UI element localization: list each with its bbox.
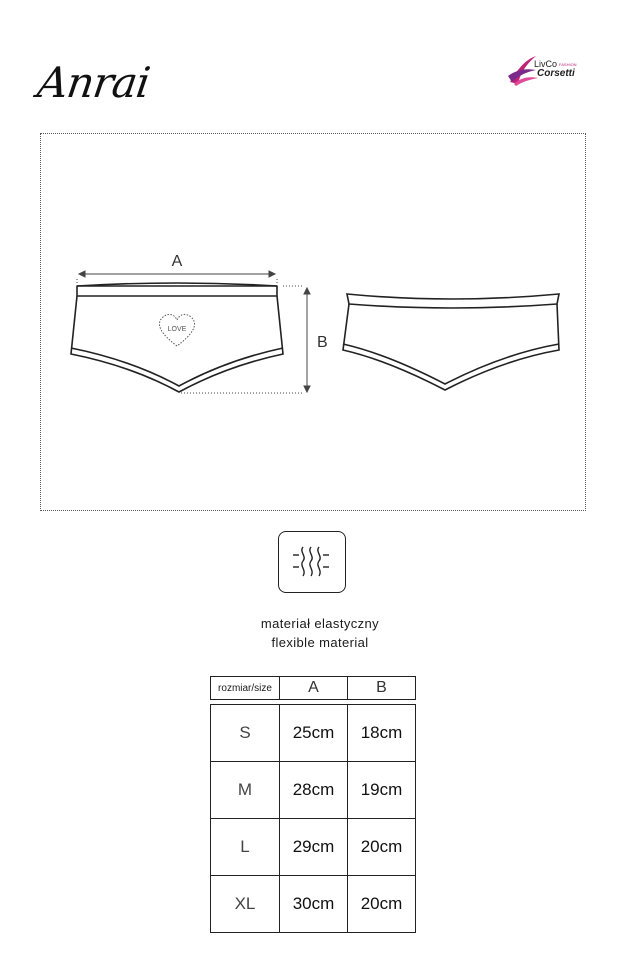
table-row: [211, 819, 416, 876]
brand-name: Anrai: [34, 58, 153, 107]
livco-corsetti-logo-icon: [506, 52, 596, 88]
logo-tagline: FASHION: [559, 62, 577, 67]
dimension-a-label: A: [171, 253, 183, 270]
a-value-cell: 28cm: [280, 762, 348, 819]
header-a: A: [280, 677, 348, 700]
size-cell: M: [211, 762, 280, 819]
dimension-a-line: [77, 271, 277, 284]
table-row: [211, 876, 416, 933]
material-label-en: flexible material: [271, 635, 369, 650]
dimension-b-line: [181, 286, 310, 393]
front-view-brief: [71, 283, 283, 392]
a-value-cell: 25cm: [280, 705, 348, 762]
table-row: [211, 762, 416, 819]
header-b: B: [348, 677, 416, 700]
table-row: [211, 705, 416, 762]
size-cell: L: [211, 819, 280, 876]
b-value-cell: 19cm: [348, 762, 416, 819]
header-size-label: rozmiar/size: [211, 677, 280, 700]
logo-line2: Corsetti: [537, 68, 575, 79]
stretch-material-icon: [278, 531, 346, 593]
a-value-cell: 30cm: [280, 876, 348, 933]
size-table: [210, 704, 416, 933]
size-table-header: [210, 676, 416, 700]
back-view-brief: [343, 294, 559, 390]
a-value-cell: 29cm: [280, 819, 348, 876]
dimension-b-label: B: [317, 334, 328, 351]
size-cell: XL: [211, 876, 280, 933]
b-value-cell: 18cm: [348, 705, 416, 762]
garment-diagram: [40, 133, 586, 511]
b-value-cell: 20cm: [348, 819, 416, 876]
material-label-pl: materiał elastyczny: [260, 616, 380, 631]
size-cell: S: [211, 705, 280, 762]
b-value-cell: 20cm: [348, 876, 416, 933]
love-print-text: LOVE: [167, 326, 187, 333]
logo-line1: LivCo: [534, 59, 558, 69]
